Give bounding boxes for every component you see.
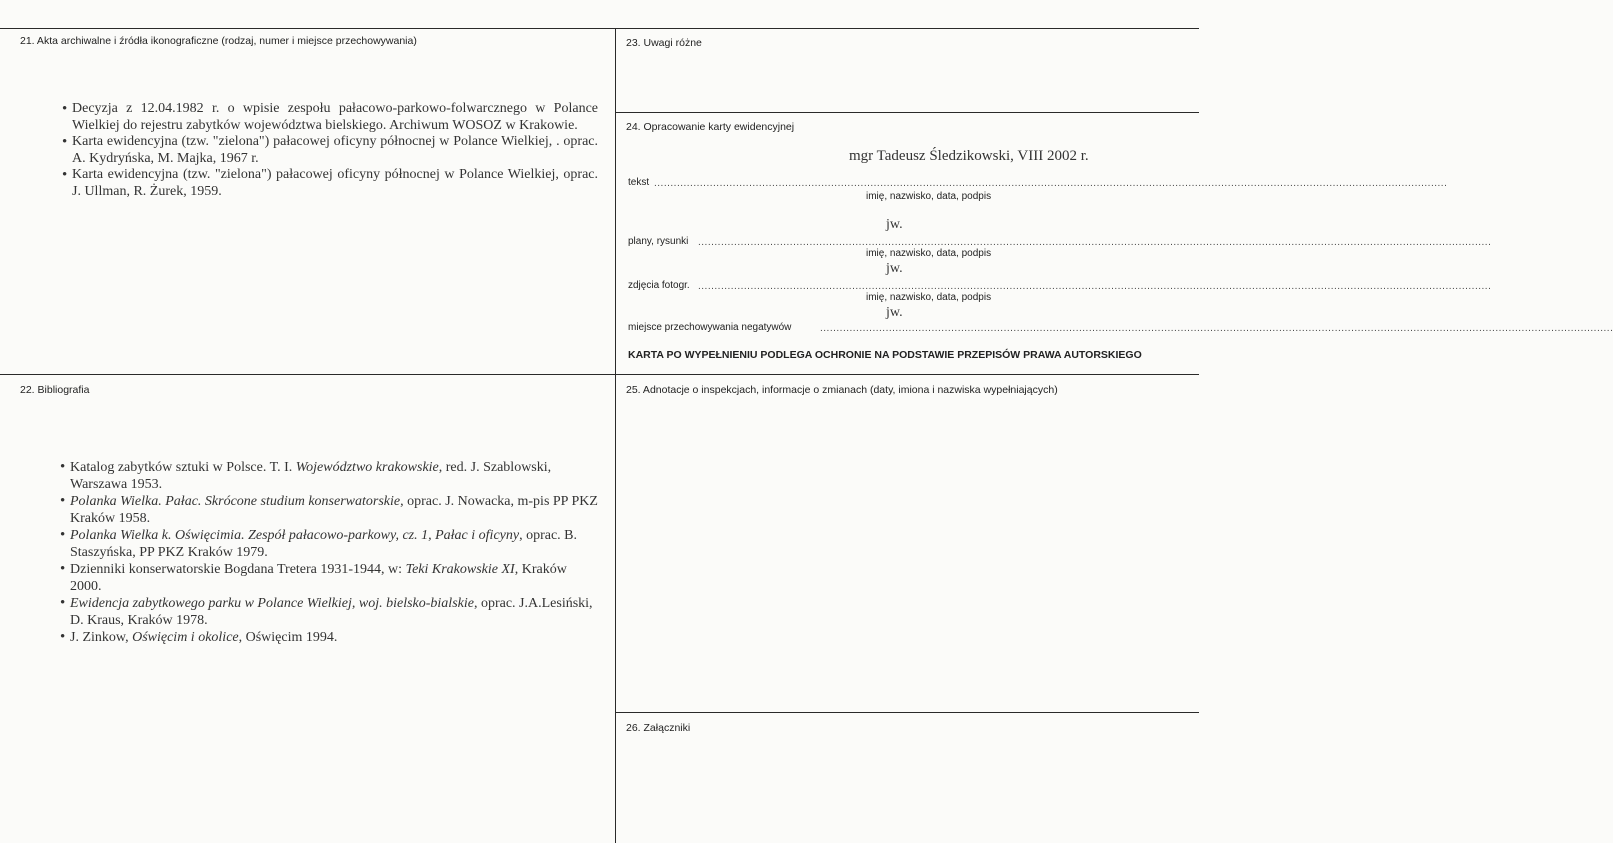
value-negatives: jw.	[886, 305, 903, 320]
section-25-title: 25. Adnotacje o inspekcjach, informacje o zmianach (daty, imiona i nazwiska wypełniających)	[626, 384, 1058, 396]
middle-rule	[0, 374, 1199, 375]
card-author: mgr Tadeusz Śledzikowski, VIII 2002 r.	[849, 148, 1089, 164]
section-23-title: 23. Uwagi różne	[626, 37, 702, 49]
caption-text: imię, nazwisko, data, podpis	[866, 191, 992, 202]
caption-plans: imię, nazwisko, data, podpis	[866, 248, 992, 259]
top-rule	[0, 28, 1199, 29]
rule-23-24	[615, 112, 1199, 113]
row-label-photos: zdjęcia fotogr.	[628, 280, 690, 291]
section-26-title: 26. Załączniki	[626, 722, 691, 734]
list-item: • Ewidencja zabytkowego parku w Polance Wielkiej, woj. bielsko-bialskie, oprac. J.A.Lesiński, D. Kraus, Kraków 1978.	[60, 595, 598, 629]
list-item: • Decyzja z 12.04.1982 r. o wpisie zespołu pałacowo-parkowo-folwarcznego w Polance Wielkiej do rejestru zabytków województwa bielskiego. Archiwum WOSOZ w Krakowie.	[62, 101, 598, 134]
rule-25-26	[615, 712, 1199, 713]
archival-records-list	[62, 101, 598, 200]
caption-photos: imię, nazwisko, data, podpis	[866, 292, 992, 303]
dotted-line: ..................................................................................................................................................................................................................................................	[654, 178, 1448, 189]
section-22-title: 22. Bibliografia	[20, 384, 90, 396]
dotted-line: ..................................................................................................................................................................................................................................................	[698, 237, 1492, 248]
dotted-line: ..................................................................................................................................................................................................................................................	[820, 323, 1613, 334]
column-divider	[615, 28, 616, 843]
bibliography-list	[60, 459, 598, 646]
list-item: • Polanka Wielka. Pałac. Skrócone studium konserwatorskie, oprac. J. Nowacka, m-pis PP PKZ Kraków 1958.	[60, 493, 598, 527]
list-item: • Polanka Wielka k. Oświęcimia. Zespół pałacowo-parkowy, cz. 1, Pałac i oficyny, oprac. B. Staszyńska, PP PKZ Kraków 1979.	[60, 527, 598, 561]
row-label-plans: plany, rysunki	[628, 236, 689, 247]
dotted-line: ..................................................................................................................................................................................................................................................	[698, 281, 1492, 292]
copyright-notice: KARTA PO WYPEŁNIENIU PODLEGA OCHRONIE NA PODSTAWIE PRZEPISÓW PRAWA AUTORSKIEGO	[628, 349, 1142, 361]
row-label-negatives: miejsce przechowywania negatywów	[628, 322, 792, 333]
list-item: • Karta ewidencyjna (tzw. "zielona") pałacowej oficyny północnej w Polance Wielkiej, oprac. J. Ullman, R. Żurek, 1959.	[62, 167, 598, 200]
value-photos: jw.	[886, 261, 903, 276]
list-item: • Dzienniki konserwatorskie Bogdana Tretera 1931-1944, w: Teki Krakowskie XI, Kraków 2000.	[60, 561, 598, 595]
list-item: • Karta ewidencyjna (tzw. "zielona") pałacowej oficyny północnej w Polance Wielkiej, . oprac. A. Kydryńska, M. Majka, 1967 r.	[62, 134, 598, 167]
section-21-title: 21. Akta archiwalne i źródła ikonograficzne (rodzaj, numer i miejsce przechowywania)	[20, 35, 417, 47]
row-label-text: tekst	[628, 177, 650, 188]
list-item: • Katalog zabytków sztuki w Polsce. T. I. Województwo krakowskie, red. J. Szablowski, Warszawa 1953.	[60, 459, 598, 493]
list-item: • J. Zinkow, Oświęcim i okolice, Oświęcim 1994.	[60, 629, 598, 646]
section-24-title: 24. Opracowanie karty ewidencyjnej	[626, 121, 795, 133]
value-plans: jw.	[886, 217, 903, 232]
